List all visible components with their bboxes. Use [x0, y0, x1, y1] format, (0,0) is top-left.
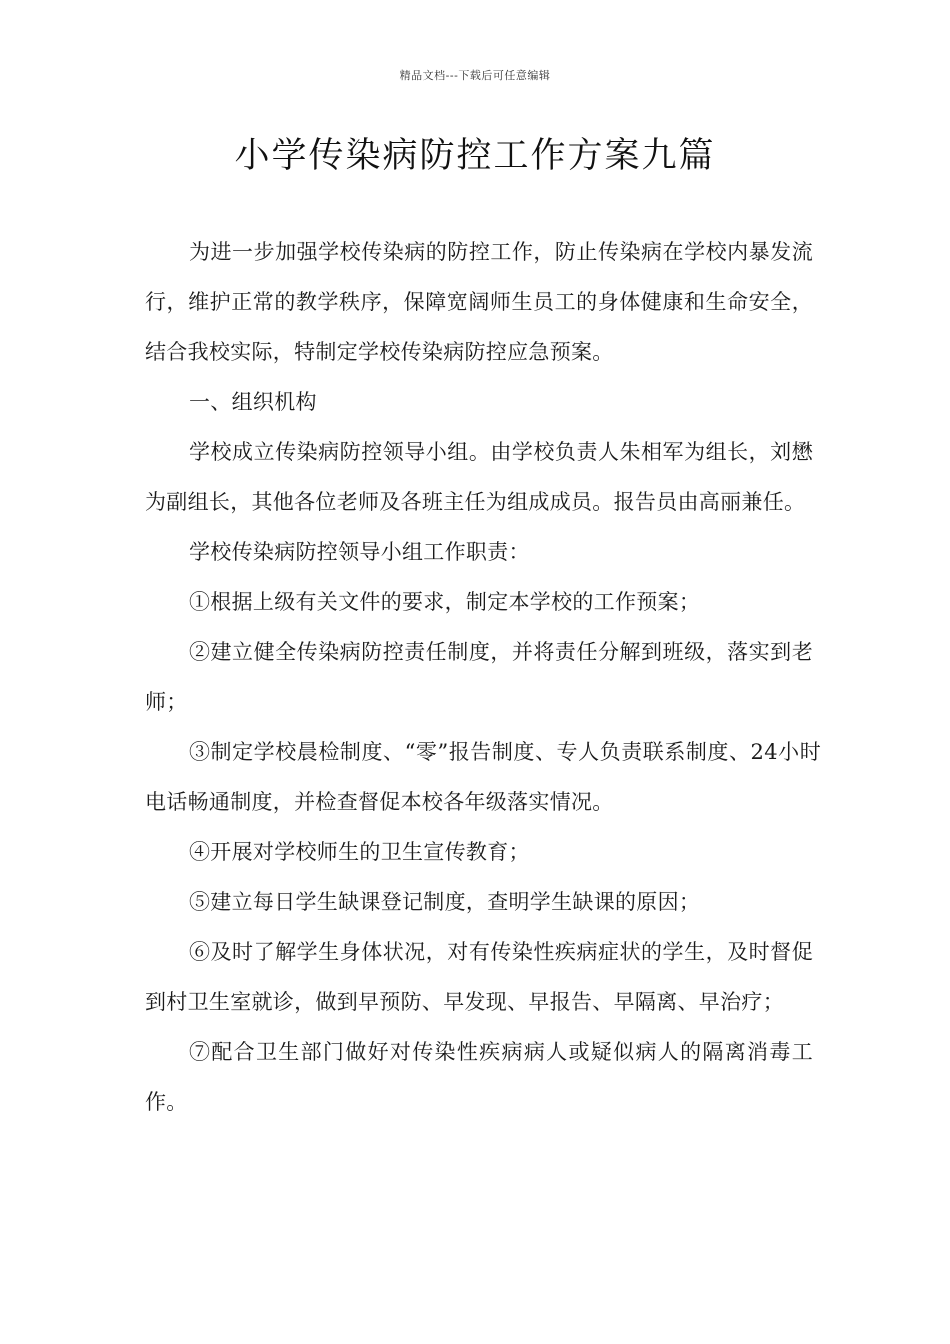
paragraph-intro: 为进一步加强学校传染病的防控工作，防止传染病在学校内暴发流行，维护正常的教学秩序，保障宽阔师生员工的身体健康和生命安全，结合我校实际，特制定学校传染病防控应急预案。 — [145, 240, 813, 364]
duty-item-5: ⑤建立每日学生缺课登记制度，查明学生缺课的原因； — [189, 890, 701, 914]
duty-item-3: ③制定学校晨检制度、“零”报告制度、专人负责联系制度、24小时电话畅通制度，并检查督促本校各年级落实情况。 — [145, 740, 821, 814]
header-note: 精品文档---下载后可任意编辑 — [399, 69, 551, 82]
document-title: 小学传染病防控工作方案九篇 — [234, 136, 716, 176]
duty-item-6: ⑥及时了解学生身体状况，对有传染性疾病症状的学生，及时督促到村卫生室就诊，做到早预防、早发现、早报告、早隔离、早治疗； — [145, 940, 813, 1014]
paragraph-duties-heading: 学校传染病防控领导小组工作职责： — [189, 540, 530, 564]
document-body — [145, 227, 821, 1127]
duty-item-1: ①根据上级有关文件的要求，制定本学校的工作预案； — [189, 590, 701, 614]
paragraph-leadership-group: 学校成立传染病防控领导小组。由学校负责人朱相军为组长，刘懋为副组长，其他各位老师及各班主任为组成成员。报告员由高丽兼任。 — [145, 440, 813, 514]
section-heading-organization: 一、组织机构 — [189, 390, 317, 414]
duty-item-7: ⑦配合卫生部门做好对传染性疾病病人或疑似病人的隔离消毒工作。 — [145, 1040, 813, 1114]
duty-item-4: ④开展对学校师生的卫生宣传教育； — [189, 840, 530, 864]
duty-item-2: ②建立健全传染病防控责任制度，并将责任分解到班级，落实到老师； — [145, 640, 813, 714]
